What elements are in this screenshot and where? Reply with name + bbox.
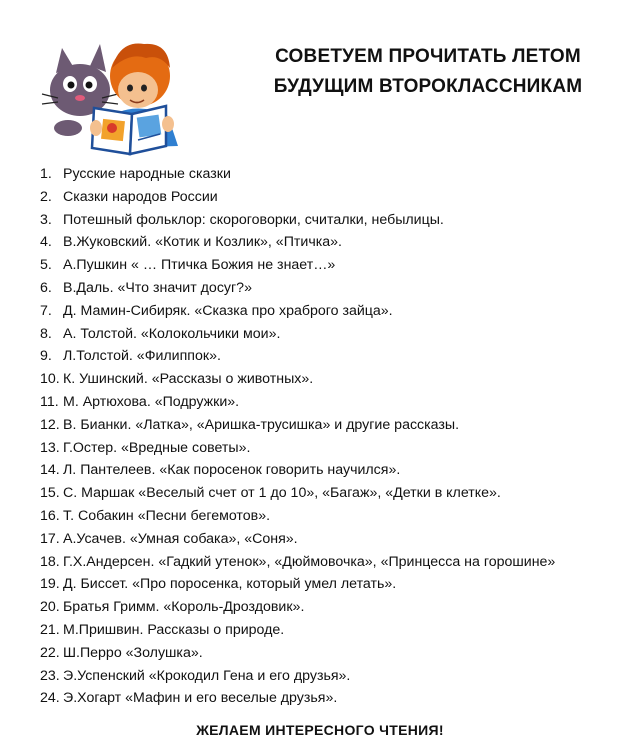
item-text: М. Артюхова. «Подружки». <box>63 393 240 410</box>
item-number: 4. <box>40 234 52 251</box>
title-line-2: БУДУЩИМ ВТОРОКЛАССНИКАМ <box>273 76 583 97</box>
item-text: М.Пришвин. Рассказы о природе. <box>63 621 285 638</box>
item-text: Д. Мамин-Сибиряк. «Сказка про храброго зайца». <box>63 302 393 319</box>
list-item <box>40 323 555 346</box>
item-number: 16. <box>40 507 60 524</box>
list-item <box>40 391 555 414</box>
list-item <box>40 551 555 574</box>
list-item <box>40 345 555 368</box>
list-item <box>40 687 555 710</box>
item-text: Э.Успенский «Крокодил Гена и его друзья». <box>63 667 351 684</box>
list-item <box>40 300 555 323</box>
item-number: 19. <box>40 576 60 593</box>
list-item <box>40 642 555 665</box>
list-item <box>40 368 555 391</box>
item-text: Т. Собакин «Песни бегемотов». <box>63 507 271 524</box>
item-text: В.Жуковский. «Котик и Козлик», «Птичка». <box>63 234 342 251</box>
item-text: А.Пушкин « … Птичка Божия не знает…» <box>63 257 336 274</box>
list-item <box>40 186 555 209</box>
item-text: К. Ушинский. «Рассказы о животных». <box>63 371 314 388</box>
list-item <box>40 596 555 619</box>
item-text: Э.Хогарт «Мафин и его веселые друзья». <box>63 690 338 707</box>
page-title <box>248 42 608 102</box>
list-item <box>40 665 555 688</box>
item-text: Русские народные сказки <box>63 166 231 182</box>
item-number: 22. <box>40 644 60 661</box>
list-item <box>40 573 555 596</box>
item-text: Л.Толстой. «Филиппок». <box>63 348 221 365</box>
item-number: 17. <box>40 530 60 547</box>
item-text: Братья Гримм. «Король-Дроздовик». <box>63 599 305 616</box>
item-text: С. Маршак «Веселый счет от 1 до 10», «Багаж», «Детки в клетке». <box>63 485 501 502</box>
list-item <box>40 277 555 300</box>
item-text: Потешный фольклор: скороговорки, считалки, небылицы. <box>63 211 444 228</box>
list-item <box>40 437 555 460</box>
item-text: Д. Биссет. «Про поросенка, который умел летать». <box>63 576 397 593</box>
title-line-1: СОВЕТУЕМ ПРОЧИТАТЬ ЛЕТОМ <box>275 46 581 67</box>
item-text: В. Бианки. «Латка», «Аришка-трусишка» и другие рассказы. <box>63 416 460 433</box>
item-number: 3. <box>40 211 52 228</box>
item-number: 8. <box>40 325 52 342</box>
list-item <box>40 163 555 186</box>
list-item <box>40 231 555 254</box>
list-item <box>40 482 555 505</box>
item-text: А.Усачев. «Умная собака», «Соня». <box>63 530 298 547</box>
list-item <box>40 414 555 437</box>
item-number: 9. <box>40 348 52 365</box>
list-item <box>40 619 555 642</box>
child-reading-book-with-cat-icon <box>28 28 188 158</box>
list-item <box>40 528 555 551</box>
item-number: 15. <box>40 485 60 502</box>
item-text: В.Даль. «Что значит досуг?» <box>63 279 252 296</box>
item-number: 2. <box>40 188 52 205</box>
item-number: 11. <box>40 393 59 410</box>
list-item <box>40 209 555 232</box>
item-number: 18. <box>40 553 60 570</box>
closing-wish: ЖЕЛАЕМ ИНТЕРЕСНОГО ЧТЕНИЯ! <box>196 722 444 738</box>
item-number: 1. <box>40 166 52 182</box>
item-text: А. Толстой. «Колокольчики мои». <box>63 325 281 342</box>
item-number: 14. <box>40 462 60 479</box>
list-item <box>40 254 555 277</box>
item-number: 20. <box>40 599 60 616</box>
item-text: Л. Пантелеев. «Как поросенок говорить научился». <box>63 462 401 479</box>
item-text: Ш.Перро «Золушка». <box>63 644 203 661</box>
list-item <box>40 505 555 528</box>
item-number: 7. <box>40 302 52 319</box>
list-item <box>40 459 555 482</box>
item-number: 6. <box>40 279 52 296</box>
item-text: Г.Х.Андерсен. «Гадкий утенок», «Дюймовочка», «Принцесса на горошине» <box>63 553 556 570</box>
item-number: 24. <box>40 690 60 707</box>
item-number: 13. <box>40 439 60 456</box>
item-number: 23. <box>40 667 60 684</box>
item-text: Сказки народов России <box>63 188 218 205</box>
book-list <box>40 163 555 710</box>
item-number: 21. <box>40 621 60 638</box>
child-reading-illustration <box>28 28 188 158</box>
item-text: Г.Остер. «Вредные советы». <box>63 439 251 456</box>
item-number: 5. <box>40 257 52 274</box>
item-number: 10. <box>40 371 60 388</box>
item-number: 12. <box>40 416 60 433</box>
